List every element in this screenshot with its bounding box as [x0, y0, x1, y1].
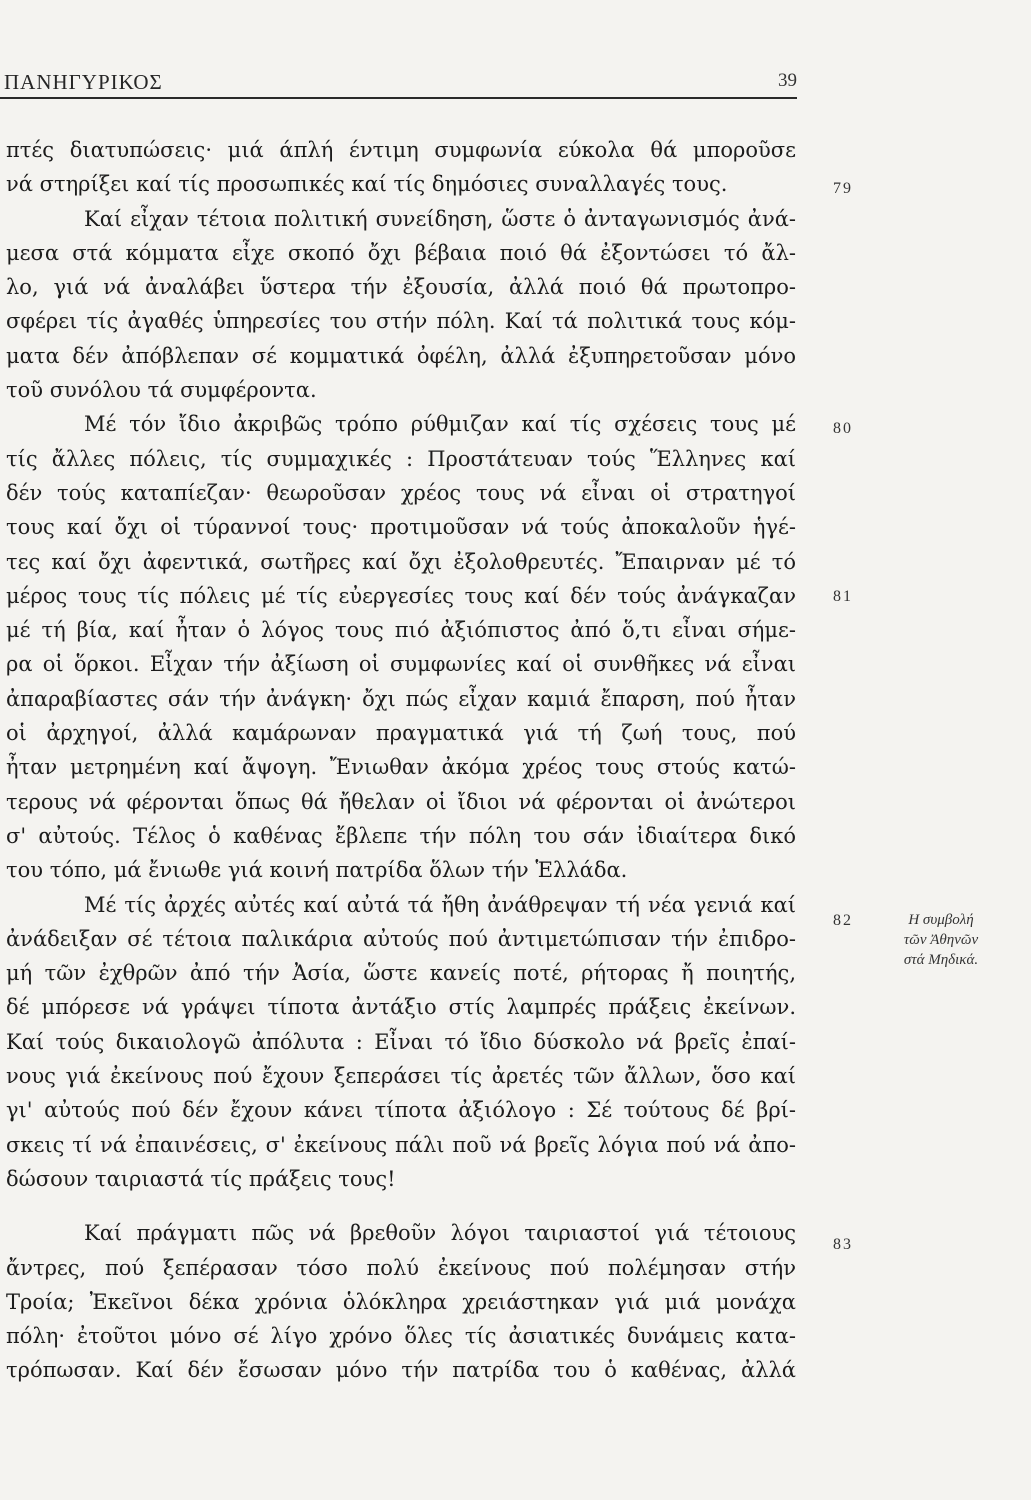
paragraph	[6, 1216, 796, 1387]
text-line: τίς ἄλλες πόλεις, τίς συμμαχικές : Προστάτευαν τούς Ἕλληνες καί	[6, 446, 796, 471]
text-line: λο, γιά νά ἀναλάβει ὕστερα τήν ἐξουσία, ἀλλά ποιό θά πρωτοπρο-	[6, 275, 796, 300]
text-line: οἱ ἀρχηγοί, ἀλλά καμάρωναν πραγματικά γιά τή ζωή τους, πού	[6, 721, 796, 746]
text-line: ρα οἱ ὅρκοι. Εἶχαν τήν ἀξίωση οἱ συμφωνίες καί οἱ συνθῆκες νά εἶναι	[6, 652, 796, 677]
margin-section-number: 80	[833, 420, 853, 437]
text-line: δώσουν ταιριαστά τίς πράξεις τους!	[6, 1166, 396, 1191]
text-line: τρόπωσαν. Καί δέν ἔσωσαν μόνο τήν πατρίδα του ὁ καθένας, ἀλλά	[6, 1358, 796, 1383]
text-line: Τροία; Ἐκεῖνοι δέκα χρόνια ὁλόκληρα χρειάστηκαν γιά μιά μονάχα	[6, 1289, 796, 1314]
text-line: μή τῶν ἐχθρῶν ἀπό τήν Ἀσία, ὥστε κανείς ποτέ, ρήτορας ἤ ποιητής,	[6, 961, 796, 986]
text-line: νους γιά ἐκείνους πού ἔχουν ξεπεράσει τίς ἀρετές τῶν ἄλλων, ὅσο καί	[6, 1064, 796, 1089]
text-line: ἀνάδειξαν σέ τέτοια παλικάρια αὐτούς πού ἀντιμετώπισαν τήν ἐπιδρο-	[6, 926, 796, 951]
text-line: Μέ τίς ἀρχές αὐτές καί αὐτά τά ἤθη ἀνάθρεψαν τή νέα γενιά καί	[84, 892, 796, 917]
paragraph	[6, 133, 796, 202]
text-line: Καί τούς δικαιολογῶ ἀπόλυτα : Εἶναι τό ἴδιο δύσκολο νά βρεῖς ἐπαί-	[6, 1029, 796, 1054]
text-line: σκεις τί νά ἐπαινέσεις, σ' ἐκείνους πάλι ποῦ νά βρεῖς λόγια πού νά ἀπο-	[6, 1132, 796, 1157]
margin-section-number: 81	[833, 588, 853, 605]
paragraph	[6, 407, 796, 887]
text-line: νά στηρίξει καί τίς προσωπικές καί τίς δημόσιες συναλλαγές τους.	[6, 172, 728, 197]
text-line: τοῦ συνόλου τά συμφέροντα.	[6, 378, 317, 403]
margin-note-line: τῶν Ἀθηνῶν	[903, 932, 979, 948]
body-text	[6, 133, 796, 1388]
text-line: ἄντρες, πού ξεπέρασαν τόσο πολύ ἐκείνους πού πολέμησαν στήν	[6, 1255, 796, 1280]
margin-note-line: στά Μηδικά.	[903, 952, 979, 968]
paragraph	[6, 888, 796, 1197]
text-line: ἦταν μετρημένη καί ἄψογη. Ἔνιωθαν ἀκόμα χρέος τους στούς κατώ-	[6, 755, 796, 780]
margin-note	[856, 910, 1026, 970]
text-line: πτές διατυπώσεις· μιά άπλή έντιμη συμφωνία εύκολα θά μποροῦσε	[6, 138, 796, 162]
text-line: Καί εἶχαν τέτοια πολιτική συνείδηση, ὥστε ὁ ἀνταγωνισμός ἀνά-	[84, 206, 796, 231]
text-line: σ' αὐτούς. Τέλος ὁ καθένας ἔβλεπε τήν πόλη του σάν ἰδιαίτερα δικό	[6, 823, 796, 848]
text-line: μεσα στά κόμματα εἶχε σκοπό ὄχι βέβαια ποιό θά ἐξοντώσει τό ἄλ-	[6, 240, 796, 265]
text-line: ματα δέν ἀπόβλεπαν σέ κομματικά ὀφέλη, ἀλλά ἐξυπηρετοῦσαν μόνο	[6, 343, 796, 368]
text-line: τερους νά φέρονται ὅπως θά ἤθελαν οἱ ἴδιοι νά φέρονται οἱ ἀνώτεροι	[6, 789, 796, 814]
text-line: δέν τούς καταπίεζαν· θεωροῦσαν χρέος τους νά εἶναι οἱ στρατηγοί	[6, 480, 796, 505]
text-line: ἀπαραβίαστες σάν τήν ἀνάγκη· ὄχι πώς εἶχαν καμιά ἔπαρση, πού ἦταν	[6, 686, 796, 711]
text-line: σφέρει τίς ἀγαθές ὑπηρεσίες του στήν πόλη. Καί τά πολιτικά τους κόμ-	[6, 309, 796, 334]
book-title: ΠΑΝΗΓΥΡΙΚΟΣ	[4, 70, 163, 94]
text-line: τες καί ὄχι ἀφεντικά, σωτῆρες καί ὄχι ἐξολοθρευτές. Ἔπαιρναν μέ τό	[6, 549, 796, 574]
paragraph-gap	[6, 1196, 796, 1216]
paragraph	[6, 202, 796, 408]
margin-section-number: 79	[833, 180, 853, 197]
text-line: μέρος τους τίς πόλεις μέ τίς εὐεργεσίες τους καί δέν τούς ἀνάγκαζαν	[6, 583, 796, 608]
margin-section-number: 83	[833, 1236, 853, 1253]
text-line: γι' αὐτούς πού δέν ἔχουν κάνει τίποτα ἀξιόλογο : Σέ τούτους δέ βρί-	[6, 1098, 796, 1123]
text-line: τους καί ὄχι οἱ τύραννοί τους· προτιμοῦσαν νά τούς ἀποκαλοῦν ἡγέ-	[6, 515, 796, 540]
page-number: 39	[778, 70, 797, 91]
margin-section-number: 82	[833, 912, 853, 929]
text-line: δέ μπόρεσε νά γράψει τίποτα ἀντάξιο στίς λαμπρές πράξεις ἐκείνων.	[6, 995, 796, 1020]
header-rule	[0, 97, 797, 99]
text-line: Καί πράγματι πῶς νά βρεθοῦν λόγοι ταιριαστοί γιά τέτοιους	[84, 1221, 796, 1246]
margin-note-line: Η συμβολή	[908, 912, 974, 928]
text-line: μέ τή βία, καί ἦταν ὁ λόγος τους πιό ἀξιόπιστος ἀπό ὅ,τι εἶναι σήμε-	[6, 618, 796, 643]
text-line: πόλη· ἐτοῦτοι μόνο σέ λίγο χρόνο ὅλες τίς ἀσιατικές δυνάμεις κατα-	[6, 1324, 796, 1349]
text-line: του τόπο, μά ἔνιωθε γιά κοινή πατρίδα ὅλων τήν Ἑλλάδα.	[6, 858, 628, 883]
text-line: Μέ τόν ἴδιο ἀκριβῶς τρόπο ρύθμιζαν καί τίς σχέσεις τους μέ	[84, 412, 796, 437]
